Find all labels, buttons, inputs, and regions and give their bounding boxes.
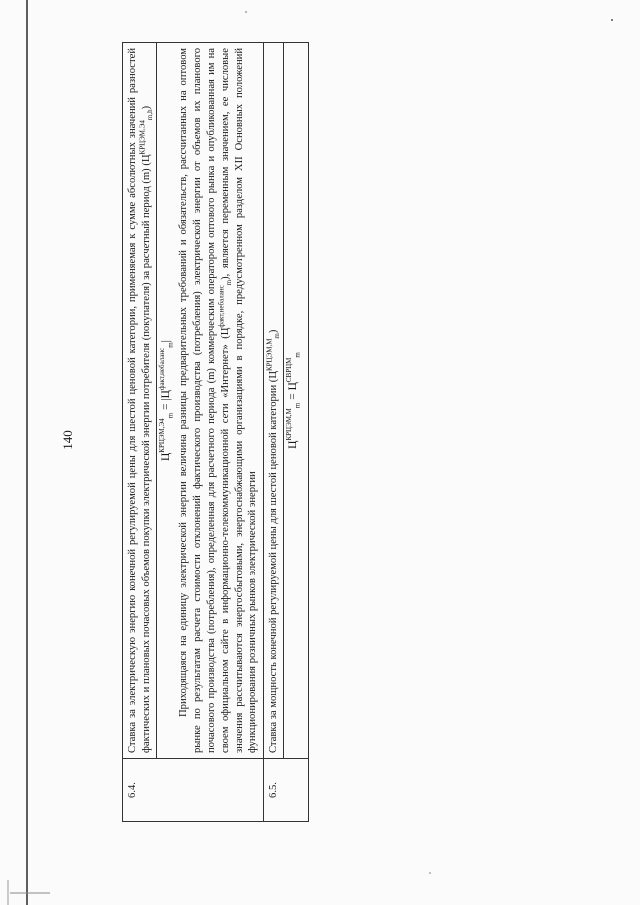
heading-symbol: $(Ц^{КРЦЭМ,М}_m)$	[265, 329, 282, 383]
row-content	[123, 43, 264, 759]
row-heading: Ставка за электрическую энергию конечной регулируемой цены для шестой ценовой категории, применяемая к сумме абсолютных значений разностей фактических и плановых почасовых объемов покупки электрической энергии потребителя (покупателя) за расчетный период (m) $(Ц^{КРЦЭМ,Э4}_{m,h})$	[127, 48, 154, 753]
rotated-page-content	[60, 40, 580, 840]
row-description: Приходящаяся на единицу электрической энергии величина разницы предварительных требований и обязательств, рассчитанных на оптовом рынке по результатам расчета стоимости отклонений фактического производства (потребления) электрической энергии от объемов их планового почасового производства (потребления), определенная для расчетного периода (m) коммерческим оператором оптового рынка и опубликованная им на своем официальном сайте в информационно-телекоммуникационной сети «Интернет» $(Ц^{факт,небаланс}_m)$, является переменным значением, ее числовые значения рассчитываются энергосбытовыми, энергоснабжающими организациями в порядке, предусмотренном разделом XII Основных положений функционирования розничных рынков электрической энергии	[178, 48, 259, 753]
description-symbol: ($Ц^{факт,небаланс}_m$	[217, 279, 233, 339]
heading-symbol: $(Ц^{КРЦЭМ,Э4}_{m,h})$	[138, 105, 154, 166]
row-number: 6.5.	[264, 759, 309, 822]
tariff-table	[122, 42, 309, 822]
row-heading: Ставка за мощность конечной регулируемой цены для шестой ценовой категории $(Ц^{КРЦЭМ,М}_m)$	[265, 329, 282, 753]
table-row-6-4	[123, 43, 264, 822]
table-row-6-5	[264, 43, 309, 822]
formula: $Ц^{КРЦЭМ,М}_m = Ц^{СВРЦМ}_m$	[285, 352, 302, 449]
row-content	[264, 43, 309, 759]
row-number: 6.4.	[123, 759, 264, 822]
page-number: 140	[60, 430, 75, 450]
formula: $Ц^{КРЦЭМ,Э4}_m = |Ц^{факт,небаланс}_m|$	[157, 340, 174, 461]
